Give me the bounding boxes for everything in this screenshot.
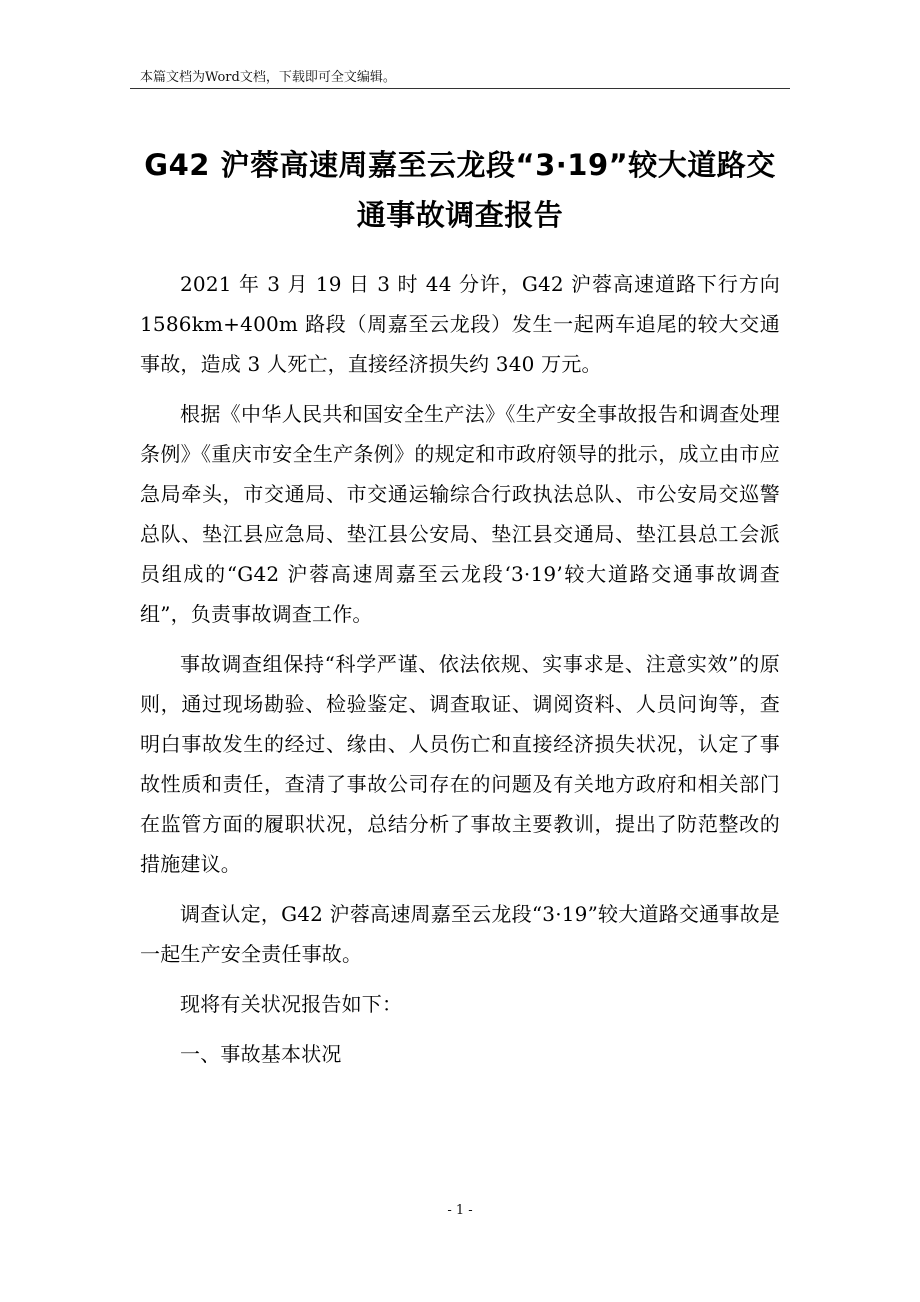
paragraph-investigation-principles: 事故调查组保持“科学严谨、依法依规、实事求是、注意实效”的原则，通过现场勘验、检验鉴定、调查取证、调阅资料、人员问询等，查明白事故发生的经过、缘由、人员伤亡和直接经济损失状况，认定了事故性质和责任，查清了事故公司存在的问题及有关地方政府和相关部门在监管方面的履职状况，总结分析了事故主要教训，提出了防范整改的措施建议。 — [140, 652, 780, 876]
paragraph-investigation-group: 根据《中华人民共和国安全生产法》《生产安全事故报告和调查处理条例》《重庆市安全生产条例》的规定和市政府领导的批示，成立由市应急局牵头，市交通局、市交通运输综合行政执法总队、市公安局交巡警总队、垫江县应急局、垫江县公安局、垫江县交通局、垫江县总工会派员组成的“G42 沪蓉高速周嘉至云龙段‘3·19’较大道路交通事故调查组”，负责事故调查工作。 — [140, 402, 780, 626]
header-divider — [130, 88, 790, 89]
paragraph-incident-summary: 2021 年 3 月 19 日 3 时 44 分许，G42 沪蓉高速道路下行方向 1586km+400m 路段（周嘉至云龙段）发生一起两车追尾的较大交通事故，造成 3 人死亡，直接经济损失约 340 万元。 — [140, 272, 780, 376]
document-title: G42 沪蓉高速周嘉至云龙段“3·19”较大道路交通事故调查报告 — [144, 148, 776, 232]
paragraph-report-intro: 现将有关状况报告如下： — [180, 992, 403, 1016]
document-body — [140, 264, 780, 1084]
paragraph-conclusion: 调查认定，G42 沪蓉高速周嘉至云龙段“3·19”较大道路交通事故是一起生产安全责任事故。 — [140, 902, 780, 966]
page-number: - 1 - — [447, 1203, 473, 1218]
section-heading-basic-info: 一、事故基本状况 — [180, 1042, 342, 1066]
header-note: 本篇文档为Word文档，下载即可全文编辑。 — [140, 70, 396, 85]
